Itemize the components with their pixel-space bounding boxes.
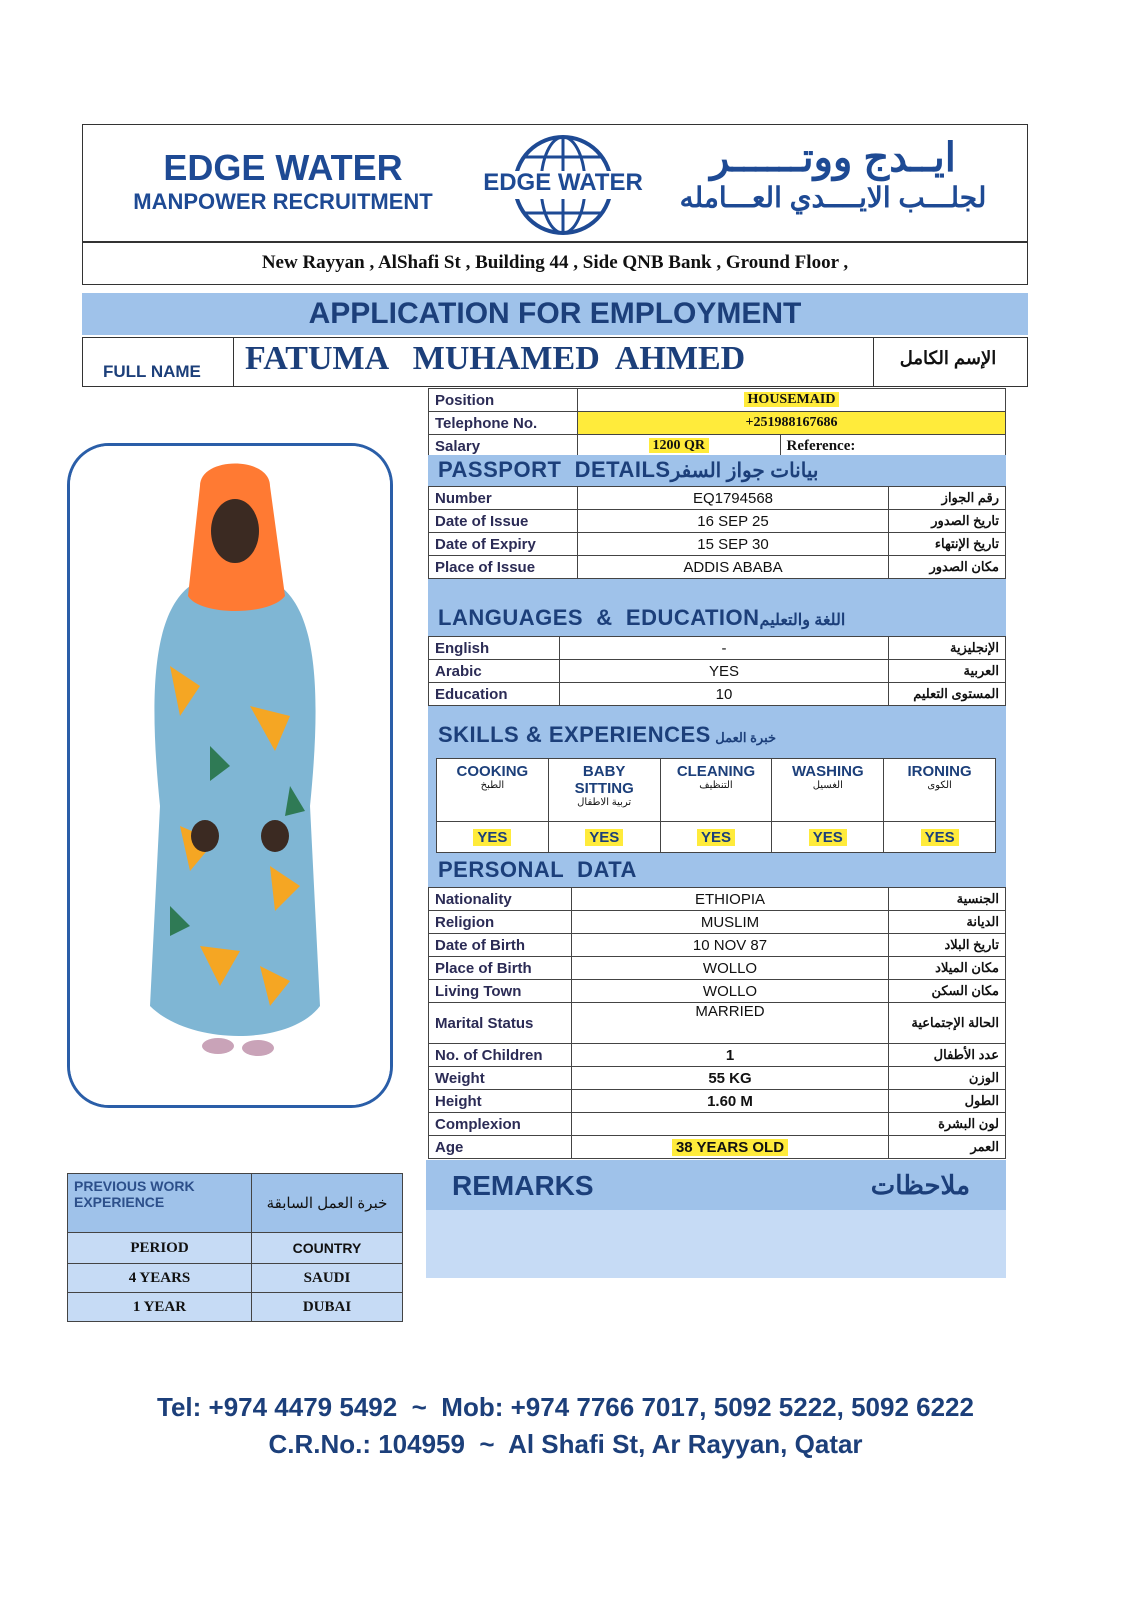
passport-title-ar: بيانات جواز السفر — [670, 460, 819, 482]
remarks-section — [426, 1160, 1006, 1210]
passport-row — [429, 533, 1006, 556]
work-period: 1 YEAR — [68, 1293, 252, 1322]
languages-row — [429, 683, 1006, 706]
skill-value-cell — [660, 822, 772, 853]
passport-title — [438, 457, 818, 483]
personal-value — [572, 911, 889, 934]
languages-row — [429, 637, 1006, 660]
personal-label: Marital Status — [429, 1003, 572, 1044]
languages-table — [428, 636, 1006, 706]
full-name-row — [82, 337, 1028, 387]
letterhead — [82, 124, 1028, 242]
personal-value — [572, 1136, 889, 1159]
passport-table — [428, 486, 1006, 579]
personal-label: Religion — [429, 911, 572, 934]
skill-name: CLEANING — [676, 763, 756, 780]
work-experience-title-ar: خبرة العمل السابقة — [251, 1174, 402, 1233]
form-title: APPLICATION FOR EMPLOYMENT — [308, 297, 802, 330]
company-name-en — [83, 147, 483, 215]
skill-name: COOKING — [456, 763, 529, 780]
personal-row — [429, 1136, 1006, 1159]
passport-label: Date of Issue — [429, 510, 578, 533]
personal-value — [572, 1067, 889, 1090]
personal-label-ar: الديانة — [889, 911, 1006, 934]
address-text: New Rayyan , AlShafi St , Building 44 , Side QNB Bank , Ground Floor , — [261, 252, 849, 273]
company-name-ar-line1: ايــدج ووتــــــر — [710, 136, 956, 180]
languages-label-ar: المستوى التعليم — [889, 683, 1006, 706]
personal-row — [429, 1067, 1006, 1090]
languages-value — [560, 637, 889, 660]
passport-label: Place of Issue — [429, 556, 578, 579]
personal-label: Date of Birth — [429, 934, 572, 957]
work-period: 4 YEARS — [68, 1264, 252, 1293]
work-experience-row — [68, 1293, 403, 1322]
company-name-ar-line2: لجلـــب الايــــدي العـــامله — [679, 182, 987, 213]
personal-section — [428, 855, 1006, 887]
logo-text: EDGE WATER — [483, 169, 643, 196]
personal-table — [428, 887, 1006, 1159]
personal-label-ar: الجنسية — [889, 888, 1006, 911]
personal-row — [429, 911, 1006, 934]
personal-label: Living Town — [429, 980, 572, 1003]
personal-label-ar: الوزن — [889, 1067, 1006, 1090]
languages-label: Education — [429, 683, 560, 706]
personal-row — [429, 934, 1006, 957]
personal-row — [429, 957, 1006, 980]
passport-label-ar: تاريخ الإنتهاء — [889, 533, 1006, 556]
address-bar — [82, 242, 1028, 285]
personal-value-text: ETHIOPIA — [694, 890, 765, 908]
skills-title — [438, 722, 776, 748]
personal-row — [429, 1113, 1006, 1136]
skill-value: YES — [809, 829, 847, 846]
languages-title-ar: اللغة والتعليم — [759, 612, 846, 629]
personal-label-ar: عدد الأطفال — [889, 1044, 1006, 1067]
passport-label-ar: مكان الصدور — [889, 556, 1006, 579]
remarks-box — [426, 1210, 1006, 1278]
telephone-value — [578, 412, 1006, 435]
company-logo — [483, 133, 643, 237]
passport-title-en: PASSPORT DETAILS — [438, 457, 671, 482]
skill-name-ar: التنظيف — [699, 780, 733, 791]
passport-value-text: ADDIS ABABA — [683, 558, 783, 576]
person-photo-icon — [70, 446, 390, 1105]
full-name-label-ar: الإسم الكامل — [899, 348, 997, 368]
personal-value — [572, 980, 889, 1003]
passport-label: Number — [429, 487, 578, 510]
telephone-label: Telephone No. — [429, 412, 578, 435]
skill-name-cell — [884, 759, 996, 822]
personal-label: Nationality — [429, 888, 572, 911]
personal-value-text: 10 NOV 87 — [692, 936, 768, 954]
languages-value-text: 10 — [715, 685, 733, 703]
personal-value-text: 38 YEARS OLD — [672, 1139, 788, 1156]
languages-row — [429, 660, 1006, 683]
work-experience-row — [68, 1264, 403, 1293]
personal-value — [572, 957, 889, 980]
passport-value — [578, 556, 889, 579]
footer-registration: C.R.No.: 104959 ~ Al Shafi St, Ar Rayyan, Qatar — [268, 1429, 863, 1459]
personal-label-ar: الطول — [889, 1090, 1006, 1113]
skill-value: YES — [585, 829, 623, 846]
salary-text: 1200 QR — [649, 438, 710, 453]
personal-value-text: MUSLIM — [700, 913, 760, 931]
personal-label-ar: مكان السكن — [889, 980, 1006, 1003]
skill-value-cell — [437, 822, 549, 853]
personal-value — [572, 934, 889, 957]
skill-name: WASHING — [791, 763, 864, 780]
skills-value-row — [437, 822, 996, 853]
skill-name-cell — [772, 759, 884, 822]
passport-label-ar: رقم الجواز — [889, 487, 1006, 510]
skills-title-ar: خبرة العمل — [715, 730, 777, 745]
personal-value — [572, 1003, 889, 1044]
personal-label-ar: مكان الميلاد — [889, 957, 1006, 980]
skill-value-cell — [884, 822, 996, 853]
personal-value — [572, 888, 889, 911]
company-name-line1: EDGE WATER — [163, 147, 403, 188]
languages-label-ar: الإنجليزية — [889, 637, 1006, 660]
passport-row — [429, 556, 1006, 579]
period-header: PERIOD — [68, 1233, 252, 1264]
position-value — [578, 389, 1006, 412]
form-title-band — [82, 293, 1028, 335]
passport-value — [578, 487, 889, 510]
work-experience-title-en: PREVIOUS WORK EXPERIENCE — [74, 1178, 195, 1210]
country-header: COUNTRY — [251, 1233, 402, 1264]
skill-name: BABY SITTING — [574, 763, 634, 797]
applicant-photo — [67, 443, 393, 1108]
personal-value-text: MARRIED — [695, 1003, 765, 1020]
footer-phones: Tel: +974 4479 5492 ~ Mob: +974 7766 7017, 5092 5222, 5092 6222 — [157, 1392, 974, 1422]
remarks-title: REMARKS — [452, 1170, 594, 1201]
passport-value-text: 16 SEP 25 — [697, 512, 769, 530]
reference-label: Reference: — [780, 435, 1006, 458]
company-name-line2: MANPOWER RECRUITMENT — [133, 189, 433, 214]
personal-value-text: 55 KG — [708, 1069, 752, 1087]
languages-label: English — [429, 637, 560, 660]
skill-value: YES — [921, 829, 959, 846]
full-name-value: FATUMA MUHAMED AHMED — [245, 340, 746, 377]
footer — [0, 1392, 1131, 1460]
skill-name-ar: الغسيل — [812, 780, 843, 791]
languages-title — [438, 605, 845, 631]
work-experience-title — [68, 1174, 252, 1233]
personal-value — [572, 1044, 889, 1067]
passport-value — [578, 533, 889, 556]
skills-title-en: SKILLS & EXPERIENCES — [438, 722, 711, 747]
work-experience-table — [67, 1173, 403, 1322]
languages-title-en: LANGUAGES & EDUCATION — [438, 605, 760, 630]
personal-label: Complexion — [429, 1113, 572, 1136]
personal-title: PERSONAL DATA — [438, 857, 637, 882]
personal-label: Place of Birth — [429, 957, 572, 980]
passport-row — [429, 487, 1006, 510]
languages-value — [560, 660, 889, 683]
personal-row — [429, 888, 1006, 911]
skills-table — [436, 758, 996, 853]
personal-label: Age — [429, 1136, 572, 1159]
salary-label: Salary — [429, 435, 578, 458]
skill-name-ar: تربية الاطفال — [577, 797, 632, 808]
job-table — [428, 388, 1006, 458]
skill-name-ar: الكوى — [927, 780, 952, 791]
personal-row — [429, 1044, 1006, 1067]
skill-name-ar: الطبخ — [480, 780, 505, 791]
passport-value-text: EQ1794568 — [692, 489, 774, 507]
languages-value-text: YES — [708, 662, 739, 680]
languages-label-ar: العربية — [889, 660, 1006, 683]
personal-value-text: 1 — [725, 1046, 735, 1064]
personal-label: No. of Children — [429, 1044, 572, 1067]
personal-value — [572, 1113, 889, 1136]
personal-label-ar: العمر — [889, 1136, 1006, 1159]
skill-value: YES — [473, 829, 511, 846]
telephone-text: +251988167686 — [745, 415, 838, 430]
company-name-ar — [643, 135, 1023, 214]
passport-label-ar: تاريخ الصدور — [889, 510, 1006, 533]
personal-label: Weight — [429, 1067, 572, 1090]
personal-row — [429, 980, 1006, 1003]
personal-value-text: WOLLO — [702, 982, 758, 1000]
skills-name-row — [437, 759, 996, 822]
personal-value-text: 1.60 M — [707, 1092, 753, 1110]
full-name-label: FULL NAME — [103, 362, 201, 381]
work-country: DUBAI — [251, 1293, 402, 1322]
personal-row — [429, 1090, 1006, 1113]
personal-label-ar: تاريخ البلاد — [889, 934, 1006, 957]
passport-label: Date of Expiry — [429, 533, 578, 556]
passport-value-text: 15 SEP 30 — [697, 535, 769, 553]
passport-row — [429, 510, 1006, 533]
skill-value-cell — [772, 822, 884, 853]
passport-value — [578, 510, 889, 533]
skill-name-cell — [548, 759, 660, 822]
position-label: Position — [429, 389, 578, 412]
personal-value — [572, 1090, 889, 1113]
position-text: HOUSEMAID — [744, 392, 840, 407]
personal-label-ar: لون البشرة — [889, 1113, 1006, 1136]
skill-name-cell — [660, 759, 772, 822]
personal-label-ar: الحالة الإجتماعية — [889, 1003, 1006, 1044]
skill-value: YES — [697, 829, 735, 846]
skill-name-cell — [437, 759, 549, 822]
skill-name: IRONING — [907, 763, 972, 780]
personal-value-text: WOLLO — [702, 959, 758, 977]
work-country: SAUDI — [251, 1264, 402, 1293]
personal-label: Height — [429, 1090, 572, 1113]
languages-value-text: - — [721, 639, 727, 657]
languages-value — [560, 683, 889, 706]
languages-label: Arabic — [429, 660, 560, 683]
personal-row — [429, 1003, 1006, 1044]
skill-value-cell — [548, 822, 660, 853]
remarks-title-ar: ملاحظات — [870, 1170, 970, 1200]
